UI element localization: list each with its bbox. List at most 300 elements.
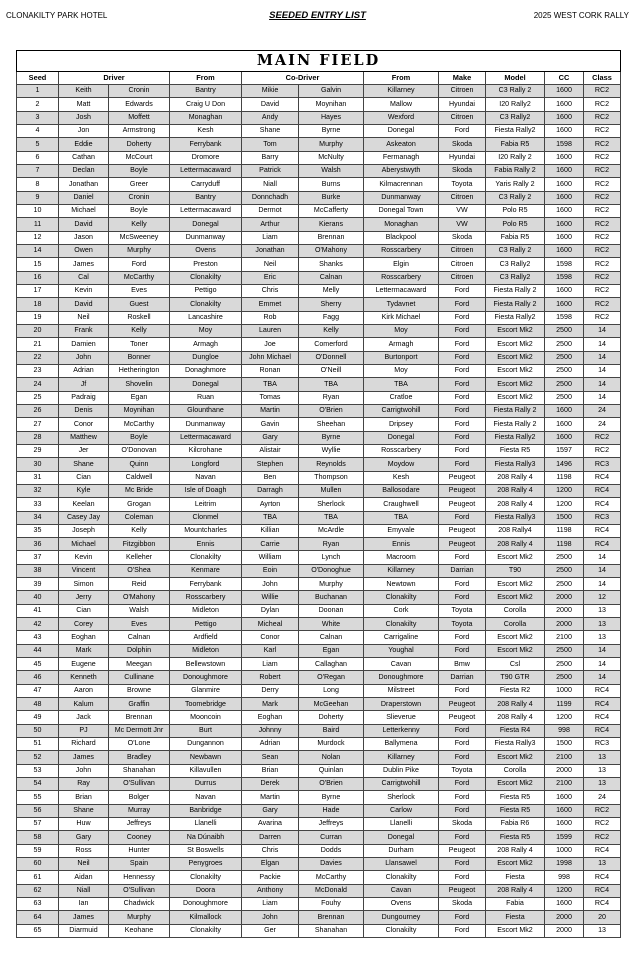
codriver-first-name-cell: Niall [242, 178, 299, 191]
class-cell: RC4 [584, 871, 621, 884]
class-cell: RC2 [584, 85, 621, 98]
codriver-surname-cell: Galvin [299, 85, 364, 98]
codriver-first-name-cell: Liam [242, 658, 299, 671]
driver-from-cell: Longford [170, 458, 242, 471]
model-cell: Fabia R5 [486, 231, 545, 244]
model-cell: Fiesta Rally 2 [486, 284, 545, 297]
codriver-surname-cell: Doonan [299, 604, 364, 617]
model-cell: 208 Rally 4 [486, 884, 545, 897]
model-cell: Fiesta Rally 2 [486, 418, 545, 431]
driver-first-name-cell: Kevin [59, 551, 109, 564]
codriver-from-cell: Carrigtwohill [364, 778, 439, 791]
seed-cell: 28 [17, 431, 59, 444]
codriver-first-name-cell: William [242, 551, 299, 564]
codriver-from-cell: Killarney [364, 751, 439, 764]
table-row [17, 138, 621, 151]
table-row [17, 364, 621, 377]
codriver-surname-cell: Sheehan [299, 418, 364, 431]
driver-from-cell: Pettigo [170, 284, 242, 297]
codriver-from-cell: Newtown [364, 578, 439, 591]
driver-first-name-cell: Cal [59, 271, 109, 284]
driver-surname-cell: Hunter [109, 844, 170, 857]
seed-cell: 11 [17, 218, 59, 231]
codriver-from-cell: Armagh [364, 338, 439, 351]
codriver-from-cell: Killarney [364, 85, 439, 98]
class-cell: RC2 [584, 431, 621, 444]
driver-first-name-cell: Kalum [59, 698, 109, 711]
codriver-from-cell: Carlow [364, 804, 439, 817]
class-cell: RC4 [584, 538, 621, 551]
class-cell: RC4 [584, 498, 621, 511]
model-cell: Escort Mk2 [486, 631, 545, 644]
codriver-first-name-cell: Ger [242, 924, 299, 937]
make-cell: Ford [439, 631, 486, 644]
driver-from-cell: Donoughmore [170, 671, 242, 684]
codriver-from-cell: Rosscarbery [364, 271, 439, 284]
seed-cell: 44 [17, 644, 59, 657]
table-row [17, 911, 621, 924]
cc-cell: 1600 [545, 124, 584, 137]
driver-from-cell: Donegal [170, 378, 242, 391]
cc-cell: 2500 [545, 551, 584, 564]
table-row [17, 311, 621, 324]
seed-cell: 58 [17, 831, 59, 844]
codriver-from-cell: Wexford [364, 111, 439, 124]
document-title: SEEDED ENTRY LIST [269, 10, 366, 21]
make-cell: Peugeot [439, 471, 486, 484]
driver-surname-cell: Spain [109, 858, 170, 871]
codriver-first-name-cell: Ayrton [242, 498, 299, 511]
codriver-from-cell: Durham [364, 844, 439, 857]
codriver-surname-cell: White [299, 618, 364, 631]
class-cell: 14 [584, 564, 621, 577]
seed-cell: 21 [17, 338, 59, 351]
codriver-surname-cell: Burke [299, 191, 364, 204]
driver-from-cell: Ovens [170, 244, 242, 257]
driver-surname-cell: Keohane [109, 924, 170, 937]
cc-cell: 1998 [545, 858, 584, 871]
codriver-surname-cell: Melly [299, 284, 364, 297]
make-cell: Ford [439, 578, 486, 591]
model-cell: C3 Rally 2 [486, 85, 545, 98]
driver-from-cell: Kilcrohane [170, 444, 242, 457]
codriver-surname-cell: Byrne [299, 431, 364, 444]
codriver-first-name-cell: Gary [242, 431, 299, 444]
driver-surname-cell: Brennan [109, 711, 170, 724]
codriver-first-name-cell: Stephen [242, 458, 299, 471]
make-cell: Ford [439, 338, 486, 351]
driver-from-cell: Midleton [170, 604, 242, 617]
driver-from-cell: Ardfield [170, 631, 242, 644]
driver-first-name-cell: Kenneth [59, 671, 109, 684]
seed-cell: 49 [17, 711, 59, 724]
class-cell: RC2 [584, 311, 621, 324]
driver-first-name-cell: Ray [59, 778, 109, 791]
table-row [17, 751, 621, 764]
driver-first-name-cell: Niall [59, 884, 109, 897]
codriver-from-cell: Ennis [364, 538, 439, 551]
class-cell: RC2 [584, 151, 621, 164]
cc-cell: 1600 [545, 191, 584, 204]
model-cell: Escort Mk2 [486, 338, 545, 351]
codriver-from-cell: Letterkenny [364, 724, 439, 737]
driver-from-cell: St Boswells [170, 844, 242, 857]
cc-cell: 1600 [545, 204, 584, 217]
cc-cell: 2500 [545, 578, 584, 591]
table-row [17, 618, 621, 631]
driver-surname-cell: Quinn [109, 458, 170, 471]
seed-cell: 15 [17, 258, 59, 271]
seed-cell: 6 [17, 151, 59, 164]
codriver-first-name-cell: Micheal [242, 618, 299, 631]
make-cell: Ford [439, 351, 486, 364]
driver-surname-cell: Murphy [109, 244, 170, 257]
make-cell: Ford [439, 324, 486, 337]
class-cell: RC4 [584, 471, 621, 484]
model-cell: Escort Mk2 [486, 751, 545, 764]
driver-first-name-cell: John [59, 351, 109, 364]
seed-cell: 54 [17, 778, 59, 791]
cc-cell: 2500 [545, 671, 584, 684]
codriver-surname-cell: Reynolds [299, 458, 364, 471]
codriver-first-name-cell: Brian [242, 764, 299, 777]
codriver-first-name-cell: Eoin [242, 564, 299, 577]
make-cell: Ford [439, 431, 486, 444]
make-cell: Ford [439, 738, 486, 751]
driver-first-name-cell: Kyle [59, 484, 109, 497]
make-cell: Ford [439, 871, 486, 884]
class-cell: 13 [584, 858, 621, 871]
driver-first-name-cell: John [59, 764, 109, 777]
table-row [17, 391, 621, 404]
model-cell: Fiesta [486, 871, 545, 884]
codriver-first-name-cell: Eoghan [242, 711, 299, 724]
cc-cell: 1500 [545, 511, 584, 524]
table-title: MAIN FIELD [17, 51, 621, 72]
cc-cell: 2000 [545, 604, 584, 617]
codriver-first-name-cell: Martin [242, 791, 299, 804]
driver-from-cell: Lettermacaward [170, 431, 242, 444]
seed-cell: 62 [17, 884, 59, 897]
seed-cell: 35 [17, 524, 59, 537]
table-row [17, 324, 621, 337]
table-row [17, 658, 621, 671]
cc-cell: 1600 [545, 178, 584, 191]
driver-surname-cell: Jeffreys [109, 818, 170, 831]
class-cell: 14 [584, 364, 621, 377]
codriver-from-cell: TBA [364, 378, 439, 391]
driver-surname-cell: Calnan [109, 631, 170, 644]
column-header-row [17, 72, 621, 85]
codriver-from-cell: Ballosodare [364, 484, 439, 497]
class-cell: 14 [584, 578, 621, 591]
codriver-from-cell: Moydow [364, 458, 439, 471]
seed-cell: 34 [17, 511, 59, 524]
entry-list-table [16, 50, 621, 938]
driver-first-name-cell: Frank [59, 324, 109, 337]
codriver-from-cell: Carrigaline [364, 631, 439, 644]
model-cell: Fiesta Rally2 [486, 311, 545, 324]
codriver-first-name-cell: Shane [242, 124, 299, 137]
driver-first-name-cell: David [59, 218, 109, 231]
model-cell: C3 Rally 2 [486, 244, 545, 257]
table-row [17, 404, 621, 417]
codriver-first-name-cell: Arthur [242, 218, 299, 231]
model-cell: C3 Rally2 [486, 111, 545, 124]
seed-cell: 39 [17, 578, 59, 591]
codriver-from-cell: Cork [364, 604, 439, 617]
codriver-from-cell: Monaghan [364, 218, 439, 231]
entry-rows [17, 85, 621, 938]
class-cell: 14 [584, 391, 621, 404]
driver-first-name-cell: Corey [59, 618, 109, 631]
codriver-from-cell: Llansawel [364, 858, 439, 871]
driver-surname-cell: Hennessy [109, 871, 170, 884]
codriver-from-cell: Emyvale [364, 524, 439, 537]
driver-first-name-cell: Neil [59, 311, 109, 324]
driver-from-cell: Mooncoin [170, 711, 242, 724]
codriver-surname-cell: Baird [299, 724, 364, 737]
make-cell: Darrian [439, 564, 486, 577]
model-cell: C3 Rally2 [486, 271, 545, 284]
driver-surname-cell: O'Lone [109, 738, 170, 751]
make-cell: Ford [439, 444, 486, 457]
codriver-surname-cell: Nolan [299, 751, 364, 764]
codriver-surname-cell: Quinlan [299, 764, 364, 777]
driver-first-name-cell: Keith [59, 85, 109, 98]
cc-cell: 1600 [545, 791, 584, 804]
driver-from-cell: Craig U Don [170, 98, 242, 111]
driver-first-name-cell: Damien [59, 338, 109, 351]
table-row [17, 204, 621, 217]
codriver-first-name-cell: Martin [242, 404, 299, 417]
driver-surname-cell: Cullinane [109, 671, 170, 684]
cc-cell: 2500 [545, 658, 584, 671]
codriver-from-cell: Burtonport [364, 351, 439, 364]
driver-surname-cell: Kelleher [109, 551, 170, 564]
driver-surname-cell: McCourt [109, 151, 170, 164]
codriver-first-name-cell: TBA [242, 378, 299, 391]
seed-cell: 43 [17, 631, 59, 644]
codriver-first-name-cell: Ronan [242, 364, 299, 377]
driver-first-name-cell: Ross [59, 844, 109, 857]
driver-first-name-cell: Vincent [59, 564, 109, 577]
codriver-surname-cell: Sherry [299, 298, 364, 311]
model-cell: I20 Rally 2 [486, 151, 545, 164]
make-cell: Toyota [439, 764, 486, 777]
driver-surname-cell: Hetherington [109, 364, 170, 377]
make-cell: Ford [439, 284, 486, 297]
seed-cell: 9 [17, 191, 59, 204]
driver-surname-cell: Eves [109, 284, 170, 297]
table-row [17, 604, 621, 617]
driver-from-cell: Navan [170, 791, 242, 804]
table-row [17, 191, 621, 204]
col-header-seed: Seed [17, 72, 59, 85]
make-cell: Toyota [439, 178, 486, 191]
class-cell: 14 [584, 551, 621, 564]
driver-first-name-cell: PJ [59, 724, 109, 737]
table-row [17, 831, 621, 844]
driver-from-cell: Lettermacaward [170, 164, 242, 177]
driver-from-cell: Clonakilty [170, 271, 242, 284]
codriver-first-name-cell: Eric [242, 271, 299, 284]
make-cell: Ford [439, 511, 486, 524]
cc-cell: 2100 [545, 778, 584, 791]
codriver-from-cell: Youghal [364, 644, 439, 657]
table-row [17, 431, 621, 444]
codriver-surname-cell: O'Donnell [299, 351, 364, 364]
make-cell: Ford [439, 684, 486, 697]
seed-cell: 3 [17, 111, 59, 124]
codriver-surname-cell: Murphy [299, 578, 364, 591]
model-cell: Fiesta Rally3 [486, 738, 545, 751]
driver-surname-cell: Edwards [109, 98, 170, 111]
class-cell: RC4 [584, 711, 621, 724]
driver-first-name-cell: Eoghan [59, 631, 109, 644]
model-cell: Escort Mk2 [486, 364, 545, 377]
cc-cell: 2000 [545, 618, 584, 631]
codriver-surname-cell: McArdle [299, 524, 364, 537]
driver-first-name-cell: Cian [59, 471, 109, 484]
seed-cell: 36 [17, 538, 59, 551]
codriver-first-name-cell: John [242, 578, 299, 591]
codriver-from-cell: Slieverue [364, 711, 439, 724]
class-cell: RC2 [584, 298, 621, 311]
seed-cell: 18 [17, 298, 59, 311]
driver-surname-cell: O'Sullivan [109, 884, 170, 897]
codriver-from-cell: Draperstown [364, 698, 439, 711]
table-row [17, 258, 621, 271]
class-cell: 24 [584, 404, 621, 417]
col-header-driver: Driver [59, 72, 170, 85]
codriver-first-name-cell: Willie [242, 591, 299, 604]
driver-surname-cell: Boyle [109, 204, 170, 217]
cc-cell: 2100 [545, 631, 584, 644]
driver-first-name-cell: David [59, 298, 109, 311]
driver-first-name-cell: Joseph [59, 524, 109, 537]
make-cell: Citroen [439, 258, 486, 271]
driver-surname-cell: Dolphin [109, 644, 170, 657]
table-row [17, 791, 621, 804]
driver-from-cell: Donegal [170, 218, 242, 231]
table-row [17, 538, 621, 551]
class-cell: RC2 [584, 444, 621, 457]
cc-cell: 2500 [545, 644, 584, 657]
seed-cell: 55 [17, 791, 59, 804]
codriver-first-name-cell: Carrie [242, 538, 299, 551]
model-cell: Polo R5 [486, 218, 545, 231]
class-cell: RC2 [584, 164, 621, 177]
model-cell: 208 Rally 4 [486, 484, 545, 497]
codriver-from-cell: Clonakilty [364, 924, 439, 937]
make-cell: Ford [439, 551, 486, 564]
driver-from-cell: Dunmanway [170, 231, 242, 244]
seed-cell: 8 [17, 178, 59, 191]
table-row [17, 271, 621, 284]
table-row [17, 884, 621, 897]
cc-cell: 2500 [545, 338, 584, 351]
driver-from-cell: Pettigo [170, 618, 242, 631]
cc-cell: 1600 [545, 418, 584, 431]
cc-cell: 1600 [545, 898, 584, 911]
seed-cell: 7 [17, 164, 59, 177]
codriver-surname-cell: Comerford [299, 338, 364, 351]
driver-first-name-cell: Shane [59, 458, 109, 471]
codriver-surname-cell: Shanks [299, 258, 364, 271]
driver-from-cell: Penygroes [170, 858, 242, 871]
codriver-from-cell: Ovens [364, 898, 439, 911]
seed-cell: 33 [17, 498, 59, 511]
cc-cell: 998 [545, 724, 584, 737]
cc-cell: 1600 [545, 284, 584, 297]
driver-first-name-cell: Jason [59, 231, 109, 244]
codriver-from-cell: Clonakilty [364, 591, 439, 604]
driver-from-cell: Donoughmore [170, 898, 242, 911]
make-cell: Citroen [439, 244, 486, 257]
table-row [17, 498, 621, 511]
make-cell: Hyundai [439, 98, 486, 111]
driver-first-name-cell: Michael [59, 538, 109, 551]
seed-cell: 19 [17, 311, 59, 324]
codriver-surname-cell: Walsh [299, 164, 364, 177]
codriver-surname-cell: O'Brien [299, 404, 364, 417]
codriver-first-name-cell: Darren [242, 831, 299, 844]
model-cell: Fiesta Rally2 [486, 431, 545, 444]
model-cell: Polo R5 [486, 204, 545, 217]
driver-from-cell: Doora [170, 884, 242, 897]
table-row [17, 338, 621, 351]
model-cell: Escort Mk2 [486, 924, 545, 937]
driver-from-cell: Dungannon [170, 738, 242, 751]
codriver-first-name-cell: Derek [242, 778, 299, 791]
driver-surname-cell: Chadwick [109, 898, 170, 911]
codriver-surname-cell: Doherty [299, 711, 364, 724]
driver-from-cell: Donaghmore [170, 364, 242, 377]
class-cell: RC4 [584, 524, 621, 537]
codriver-from-cell: Tydavnet [364, 298, 439, 311]
class-cell: RC2 [584, 818, 621, 831]
codriver-first-name-cell: David [242, 98, 299, 111]
make-cell: Ford [439, 724, 486, 737]
driver-surname-cell: Guest [109, 298, 170, 311]
driver-surname-cell: Walsh [109, 604, 170, 617]
make-cell: Ford [439, 751, 486, 764]
driver-first-name-cell: Josh [59, 111, 109, 124]
driver-first-name-cell: Adrian [59, 364, 109, 377]
driver-surname-cell: Coleman [109, 511, 170, 524]
driver-surname-cell: Greer [109, 178, 170, 191]
driver-surname-cell: Meegan [109, 658, 170, 671]
cc-cell: 1200 [545, 711, 584, 724]
model-cell: Corolla [486, 764, 545, 777]
model-cell: 208 Rally 4 [486, 538, 545, 551]
codriver-from-cell: Blackpool [364, 231, 439, 244]
table-row [17, 564, 621, 577]
codriver-first-name-cell: TBA [242, 511, 299, 524]
seed-cell: 45 [17, 658, 59, 671]
codriver-from-cell: Kesh [364, 471, 439, 484]
seed-cell: 16 [17, 271, 59, 284]
class-cell: 13 [584, 618, 621, 631]
cc-cell: 1198 [545, 538, 584, 551]
driver-first-name-cell: Owen [59, 244, 109, 257]
table-row [17, 844, 621, 857]
cc-cell: 1600 [545, 431, 584, 444]
codriver-first-name-cell: Killian [242, 524, 299, 537]
driver-first-name-cell: James [59, 258, 109, 271]
codriver-from-cell: Elgin [364, 258, 439, 271]
